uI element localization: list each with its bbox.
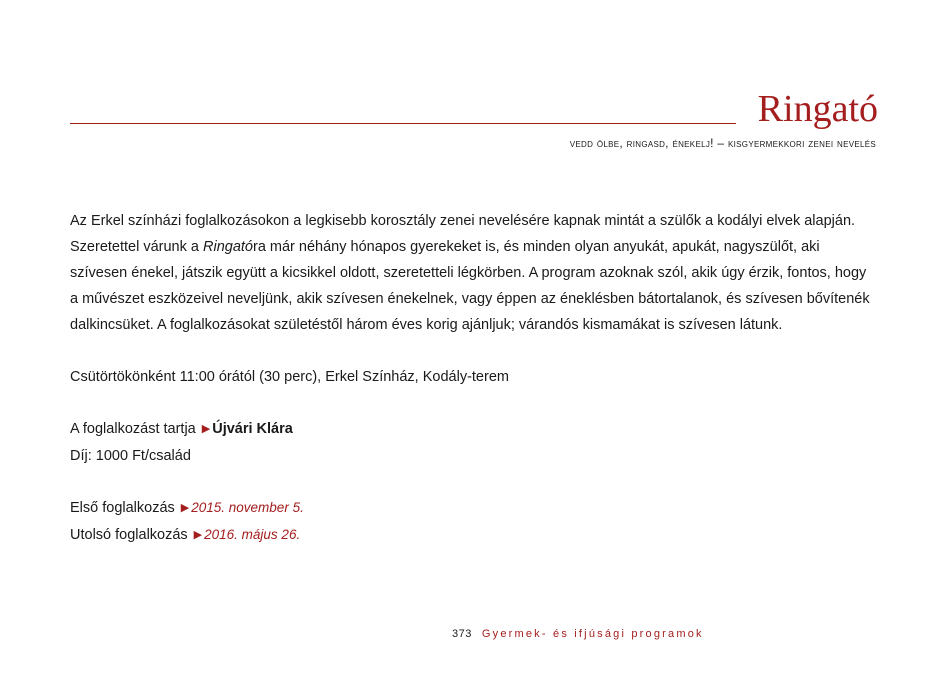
intro-text-2: ra már néhány hónapos gyerekeket is, és minden olyan anyukát, apukát, nagyszülőt, aki szívesen énekel, játszik együtt a kicsikkel oldott, szeretetteli légkörben. A program azoknak szól, akik úgy érzik, fontos, hogy a művészet eszközeivel neveljünk, akik szívesen énekelnek, vagy éppen az éneklésben bátortalanok, és szívesen bővítenék dalkincsüket. A foglalkozásokat születéstől három éves korig ajánljuk; várandós kismamákat is szívesen látunk. — [70, 239, 870, 333]
host-label: A foglalkozást tartja — [70, 421, 196, 437]
last-session-date: 2016. május 26. — [204, 527, 301, 542]
page-number: 373 — [452, 628, 472, 640]
program-name: Ringató — [203, 239, 253, 255]
last-session-label: Utolsó foglalkozás — [70, 527, 188, 543]
fee-line: Díj: 1000 Ft/család — [70, 448, 191, 464]
triangle-right-icon: ▶ — [201, 423, 211, 435]
dates-block — [70, 495, 870, 549]
first-session-label: Első foglalkozás — [70, 500, 175, 516]
header-rule — [70, 123, 736, 124]
main-content — [70, 208, 870, 549]
intro-text-1: Az Erkel színházi foglalkozásokon a legkisebb korosztály zenei nevelésére kapnak mintát a szülők a kodályi elvek alapján. Szeretettel várunk a — [70, 213, 856, 255]
page-title: Ringató — [757, 88, 878, 130]
last-session-line — [70, 522, 870, 549]
page-footer — [452, 628, 704, 640]
schedule-line: Csütörtökönként 11:00 órától (30 perc), Erkel Színház, Kodály-terem — [70, 369, 509, 385]
first-session-date: 2015. november 5. — [191, 500, 304, 515]
host-name: Újvári Klára — [212, 421, 293, 437]
section-name: Gyermek- és ifjúsági programok — [481, 628, 704, 640]
host-block — [70, 416, 870, 469]
intro-paragraph — [70, 208, 870, 338]
triangle-right-icon: ▶ — [180, 502, 190, 514]
host-line — [70, 416, 870, 443]
triangle-right-icon: ▶ — [193, 529, 203, 541]
first-session-line — [70, 495, 870, 522]
page-subtitle: vedd ölbe, ringasd, énekelj! – kisgyermekkori zenei nevelés — [569, 136, 876, 150]
